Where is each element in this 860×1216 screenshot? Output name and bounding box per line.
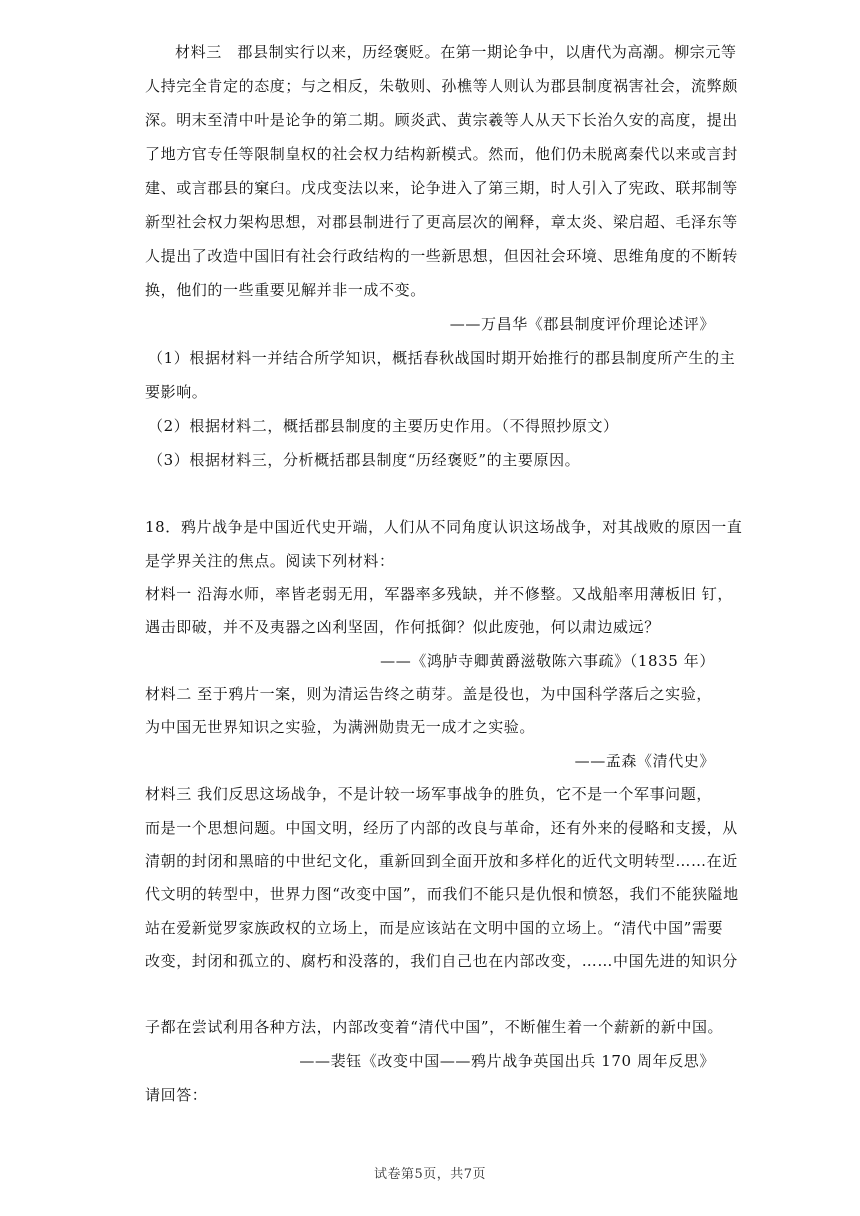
q17-material3-line: 深。明末至清中叶是论争的第二期。顾炎武、黄宗羲等人从天下长治久安的高度，提出 [145, 111, 738, 129]
q18-material3-line: 站在爱新觉罗家族政权的立场上，而是应该站在文明中国的立场上。“清代中国”需要 [145, 919, 724, 937]
q18-material3-line: 改变，封闭和孤立的、腐朽和没落的，我们自己也在内部改变，……中国先进的知识分 [145, 952, 738, 970]
q18-material2-source: ——孟森《清代史》 [574, 752, 715, 770]
q17-question-2: （2）根据材料二，概括郡县制度的主要历史作用。（不得照抄原文） [148, 417, 619, 435]
q17-material3-line: 材料三 郡县制实行以来，历经褒贬。在第一期论争中，以唐代为高潮。柳宗元等 [175, 43, 737, 61]
q18-material3-line: 材料三 我们反思这场战争，不是计较一场军事战争的胜负，它不是一个军事问题， [145, 785, 712, 803]
q17-question-3: （3）根据材料三，分析概括郡县制度“历经褒贬”的主要原因。 [148, 451, 581, 469]
q18-material3-source: ——裴钰《改变中国——鸦片战争英国出兵 170 周年反思》 [299, 1052, 715, 1070]
q18-material3-line: 而是一个思想问题。中国文明，经历了内部的改良与革命，还有外来的侵略和支援，从 [145, 819, 738, 837]
q18-answer-prompt: 请回答： [145, 1086, 208, 1104]
q18-intro-line: 是学界关注的焦点。阅读下列材料： [145, 552, 395, 570]
q17-material3-line: 人提出了改造中国旧有社会行政结构的一些新思想，但因社会环境、思维角度的不断转 [145, 247, 738, 265]
q17-material3-line: 人持完全肯定的态度；与之相反，朱敬则、孙樵等人则认为郡县制度祸害社会，流弊颇 [145, 77, 738, 95]
q17-material3-source: ——万昌华《郡县制度评价理论述评》 [449, 315, 715, 333]
q17-material3-line: 建、或言郡县的窠臼。戊戌变法以来，论争进入了第三期，时人引入了宪政、联邦制等 [145, 179, 738, 197]
page-footer: 试卷第5页，共7页 [373, 1167, 487, 1182]
q18-intro-line: 18．鸦片战争是中国近代史开端，人们从不同角度认识这场战争，对其战败的原因一直 [145, 518, 743, 536]
q18-material3-line: 代文明的转型中，世界力图“改变中国”，而我们不能只是仇恨和愤怒，我们不能狭隘地 [145, 885, 739, 903]
q18-material2-line: 为中国无世界知识之实验，为满洲勋贵无一成才之实验。 [145, 718, 536, 736]
q17-material3-line: 了地方官专任等限制皇权的社会权力结构新模式。然而，他们仍未脱离秦代以来或言封 [145, 145, 738, 163]
q17-material3-line: 新型社会权力架构思想，对郡县制进行了更高层次的阐释，章太炎、梁启超、毛泽东等 [145, 213, 738, 231]
q17-question-1-cont: 要影响。 [145, 383, 208, 401]
q18-material1-line: 材料一 沿海水师，率皆老弱无用，军器率多残缺，并不修整。又战船率用薄板旧 钉， [145, 585, 733, 603]
q18-material3-line: 子都在尝试利用各种方法，内部改变着“清代中国”，不断催生着一个薪新的新中国。 [145, 1018, 724, 1036]
q18-material3-line: 清朝的封闭和黑暗的中世纪文化，重新回到全面开放和多样化的近代文明转型……在近 [145, 852, 738, 870]
q17-question-1: （1）根据材料一并结合所学知识，概括春秋战国时期开始推行的郡县制度所产生的主 [148, 349, 736, 367]
q18-material1-line: 遇击即破，并不及夷器之凶利坚固，作何抵御？似此废弛，何以肃边威远？ [145, 618, 660, 636]
q18-material1-source: ——《鸿胪寺卿黄爵滋敬陈六事疏》（1835 年） [380, 652, 715, 670]
q18-material2-line: 材料二 至于鸦片一案，则为清运告终之萌芽。盖是役也，为中国科学落后之实验， [145, 685, 712, 703]
q17-material3-line: 换，他们的一些重要见解并非一成不变。 [145, 281, 426, 299]
